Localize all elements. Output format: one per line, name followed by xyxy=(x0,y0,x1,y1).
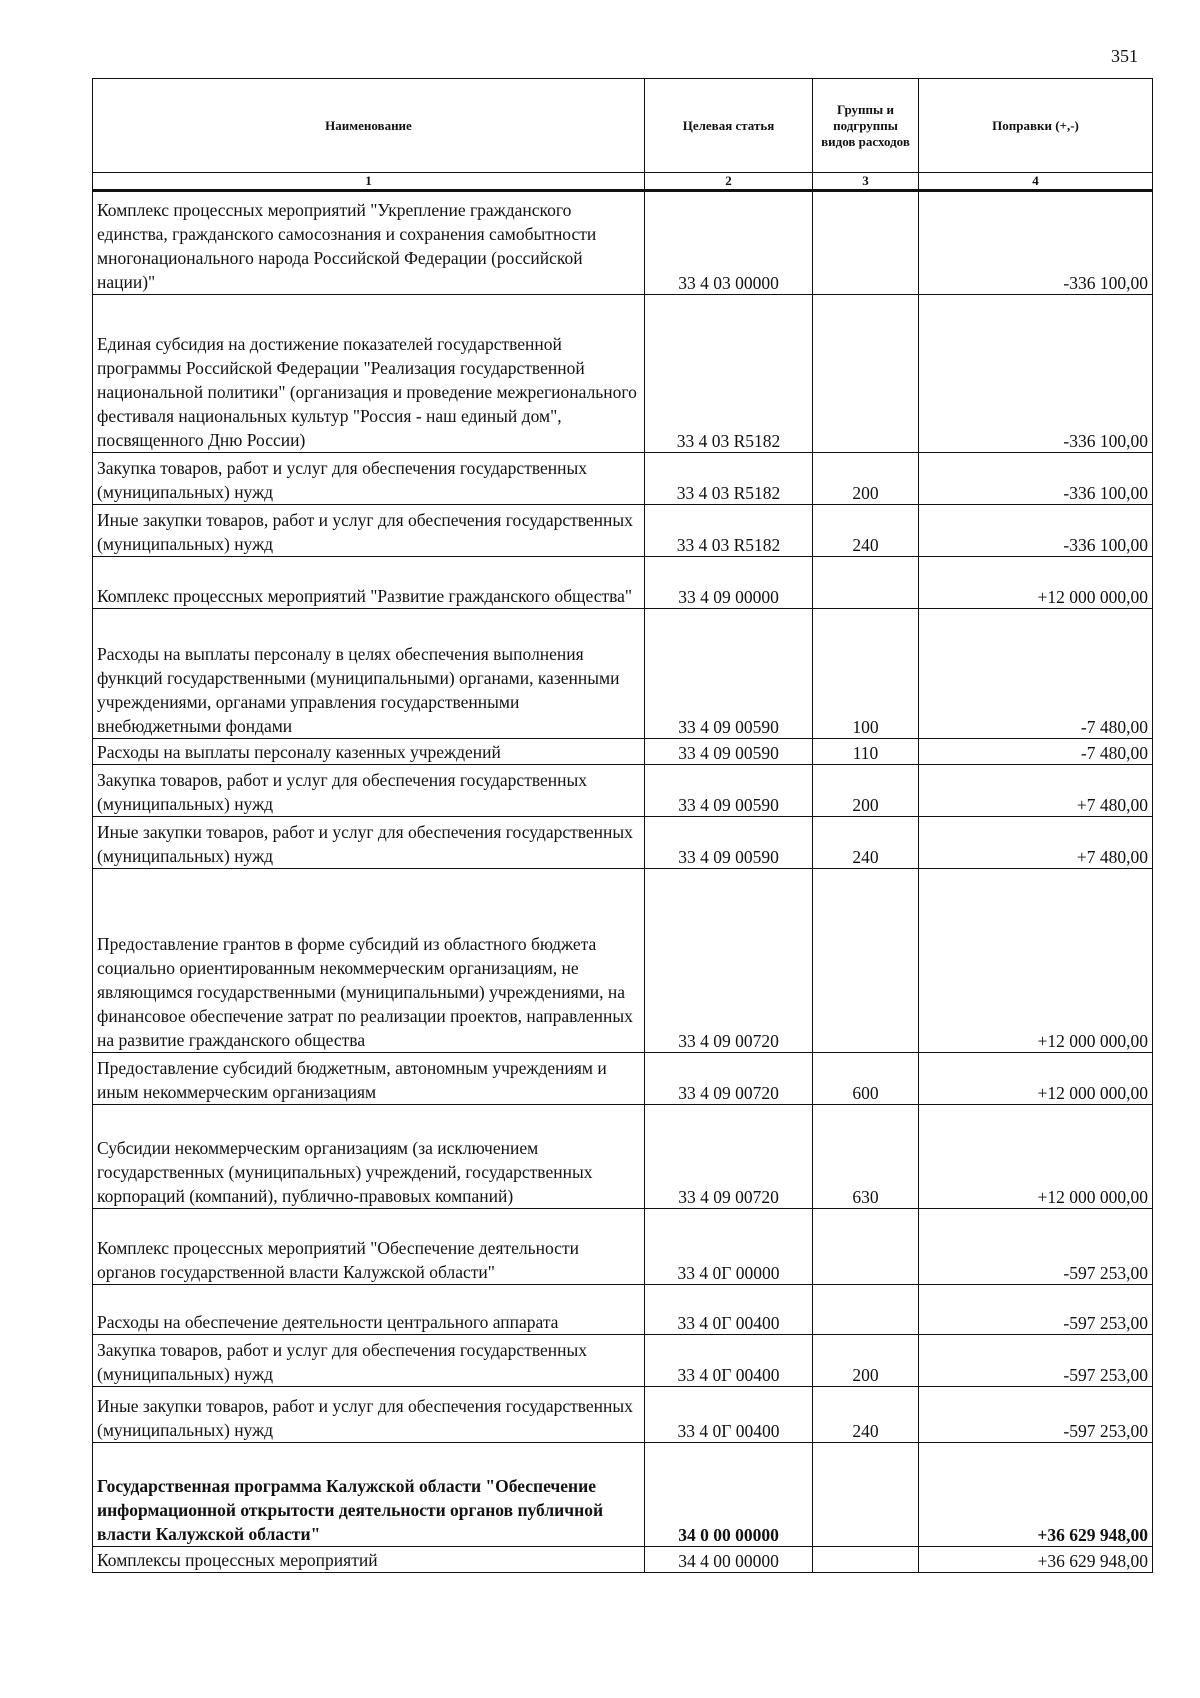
column-number: 1 xyxy=(93,173,645,191)
column-number: 2 xyxy=(645,173,813,191)
table-row xyxy=(93,1335,1153,1387)
header-group: Группы и подгруппы видов расходов xyxy=(813,79,919,173)
row-code: 33 4 03 00000 xyxy=(645,191,813,295)
row-code: 33 4 09 00720 xyxy=(645,1105,813,1209)
row-code: 33 4 09 00590 xyxy=(645,765,813,817)
table-row xyxy=(93,505,1153,557)
row-amount: +36 629 948,00 xyxy=(919,1443,1153,1547)
table-row xyxy=(93,1053,1153,1105)
row-code: 33 4 03 R5182 xyxy=(645,453,813,505)
row-group: 600 xyxy=(813,1053,919,1105)
row-code: 33 4 03 R5182 xyxy=(645,505,813,557)
row-amount: -336 100,00 xyxy=(919,453,1153,505)
row-name: Иные закупки товаров, работ и услуг для обеспечения государственных (муниципальных) нужд xyxy=(93,1387,645,1443)
row-name: Государственная программа Калужской области "Обеспечение информационной открытости деятельности органов публичной власти Калужской области" xyxy=(93,1443,645,1547)
row-name: Предоставление грантов в форме субсидий из областного бюджета социально ориентированным некоммерческим организациям, не являющимся государственными (муниципальными) учреждениями, на финансовое обеспечение затрат по реализации проектов, направленных на развитие гражданского общества xyxy=(93,869,645,1053)
row-name: Закупка товаров, работ и услуг для обеспечения государственных (муниципальных) нужд xyxy=(93,765,645,817)
page-number: 351 xyxy=(1111,46,1138,66)
table-row xyxy=(93,817,1153,869)
row-group: 200 xyxy=(813,765,919,817)
row-code: 33 4 09 00590 xyxy=(645,739,813,765)
table-row xyxy=(93,1209,1153,1285)
row-name: Иные закупки товаров, работ и услуг для обеспечения государственных (муниципальных) нужд xyxy=(93,817,645,869)
row-code: 34 4 00 00000 xyxy=(645,1547,813,1573)
row-code: 34 0 00 00000 xyxy=(645,1443,813,1547)
row-amount: -597 253,00 xyxy=(919,1335,1153,1387)
row-code: 33 4 03 R5182 xyxy=(645,295,813,453)
row-amount: +12 000 000,00 xyxy=(919,1105,1153,1209)
row-code: 33 4 09 00720 xyxy=(645,1053,813,1105)
column-number: 4 xyxy=(919,173,1153,191)
row-amount: -7 480,00 xyxy=(919,609,1153,739)
row-group xyxy=(813,1285,919,1335)
budget-amendments-table xyxy=(92,78,1153,1573)
row-group xyxy=(813,191,919,295)
row-group: 240 xyxy=(813,817,919,869)
row-group: 100 xyxy=(813,609,919,739)
row-group xyxy=(813,557,919,609)
row-amount: -336 100,00 xyxy=(919,191,1153,295)
row-amount: -336 100,00 xyxy=(919,295,1153,453)
row-name: Иные закупки товаров, работ и услуг для обеспечения государственных (муниципальных) нужд xyxy=(93,505,645,557)
row-name: Комплекс процессных мероприятий "Развитие гражданского общества" xyxy=(93,557,645,609)
row-amount: -597 253,00 xyxy=(919,1387,1153,1443)
row-code: 33 4 09 00000 xyxy=(645,557,813,609)
row-name: Субсидии некоммерческим организациям (за исключением государственных (муниципальных) учреждений, государственных корпораций (компаний), публично-правовых компаний) xyxy=(93,1105,645,1209)
row-group xyxy=(813,295,919,453)
row-amount: -336 100,00 xyxy=(919,505,1153,557)
row-name: Закупка товаров, работ и услуг для обеспечения государственных (муниципальных) нужд xyxy=(93,1335,645,1387)
row-amount: +12 000 000,00 xyxy=(919,557,1153,609)
row-code: 33 4 09 00590 xyxy=(645,609,813,739)
row-name: Комплекс процессных мероприятий "Обеспечение деятельности органов государственной власти Калужской области" xyxy=(93,1209,645,1285)
row-name: Расходы на выплаты персоналу в целях обеспечения выполнения функций государственными (муниципальными) органами, казенными учреждениями, органами управления государственными внебюджетными фондами xyxy=(93,609,645,739)
row-group xyxy=(813,1547,919,1573)
table-row xyxy=(93,453,1153,505)
row-amount: +7 480,00 xyxy=(919,765,1153,817)
row-code: 33 4 0Г 00400 xyxy=(645,1387,813,1443)
table-row xyxy=(93,739,1153,765)
row-group xyxy=(813,869,919,1053)
row-amount: +12 000 000,00 xyxy=(919,869,1153,1053)
table-row xyxy=(93,1105,1153,1209)
row-group xyxy=(813,1443,919,1547)
row-amount: +12 000 000,00 xyxy=(919,1053,1153,1105)
row-name: Комплекс процессных мероприятий "Укрепление гражданского единства, гражданского самосознания и сохранения самобытности многонационального народа Российской Федерации (российской нации)" xyxy=(93,191,645,295)
header-amendment: Поправки (+,-) xyxy=(919,79,1153,173)
row-amount: -7 480,00 xyxy=(919,739,1153,765)
header-target: Целевая статья xyxy=(645,79,813,173)
row-name: Предоставление субсидий бюджетным, автономным учреждениям и иным некоммерческим организациям xyxy=(93,1053,645,1105)
table-row xyxy=(93,191,1153,295)
row-name: Единая субсидия на достижение показателей государственной программы Российской Федерации "Реализация государственной национальной политики" (организация и проведение межрегионального фестиваля национальных культур "Россия - наш единый дом", посвященного Дню России) xyxy=(93,295,645,453)
table-row xyxy=(93,765,1153,817)
row-group: 200 xyxy=(813,453,919,505)
row-amount: -597 253,00 xyxy=(919,1285,1153,1335)
row-amount: +36 629 948,00 xyxy=(919,1547,1153,1573)
table-row xyxy=(93,295,1153,453)
row-code: 33 4 0Г 00000 xyxy=(645,1209,813,1285)
row-amount: -597 253,00 xyxy=(919,1209,1153,1285)
table-row xyxy=(93,557,1153,609)
table-row xyxy=(93,1387,1153,1443)
row-name: Расходы на выплаты персоналу казенных учреждений xyxy=(93,739,645,765)
table-row xyxy=(93,1547,1153,1573)
row-code: 33 4 09 00590 xyxy=(645,817,813,869)
row-group: 630 xyxy=(813,1105,919,1209)
row-code: 33 4 09 00720 xyxy=(645,869,813,1053)
table-row-program-total xyxy=(93,1443,1153,1547)
row-name: Расходы на обеспечение деятельности центрального аппарата xyxy=(93,1285,645,1335)
row-code: 33 4 0Г 00400 xyxy=(645,1285,813,1335)
table-row xyxy=(93,1285,1153,1335)
row-group xyxy=(813,1209,919,1285)
column-number: 3 xyxy=(813,173,919,191)
row-name: Закупка товаров, работ и услуг для обеспечения государственных (муниципальных) нужд xyxy=(93,453,645,505)
row-group: 240 xyxy=(813,1387,919,1443)
row-name: Комплексы процессных мероприятий xyxy=(93,1547,645,1573)
table-row xyxy=(93,869,1153,1053)
row-group: 200 xyxy=(813,1335,919,1387)
table-row xyxy=(93,609,1153,739)
row-amount: +7 480,00 xyxy=(919,817,1153,869)
header-name: Наименование xyxy=(93,79,645,173)
row-group: 240 xyxy=(813,505,919,557)
row-code: 33 4 0Г 00400 xyxy=(645,1335,813,1387)
row-group: 110 xyxy=(813,739,919,765)
